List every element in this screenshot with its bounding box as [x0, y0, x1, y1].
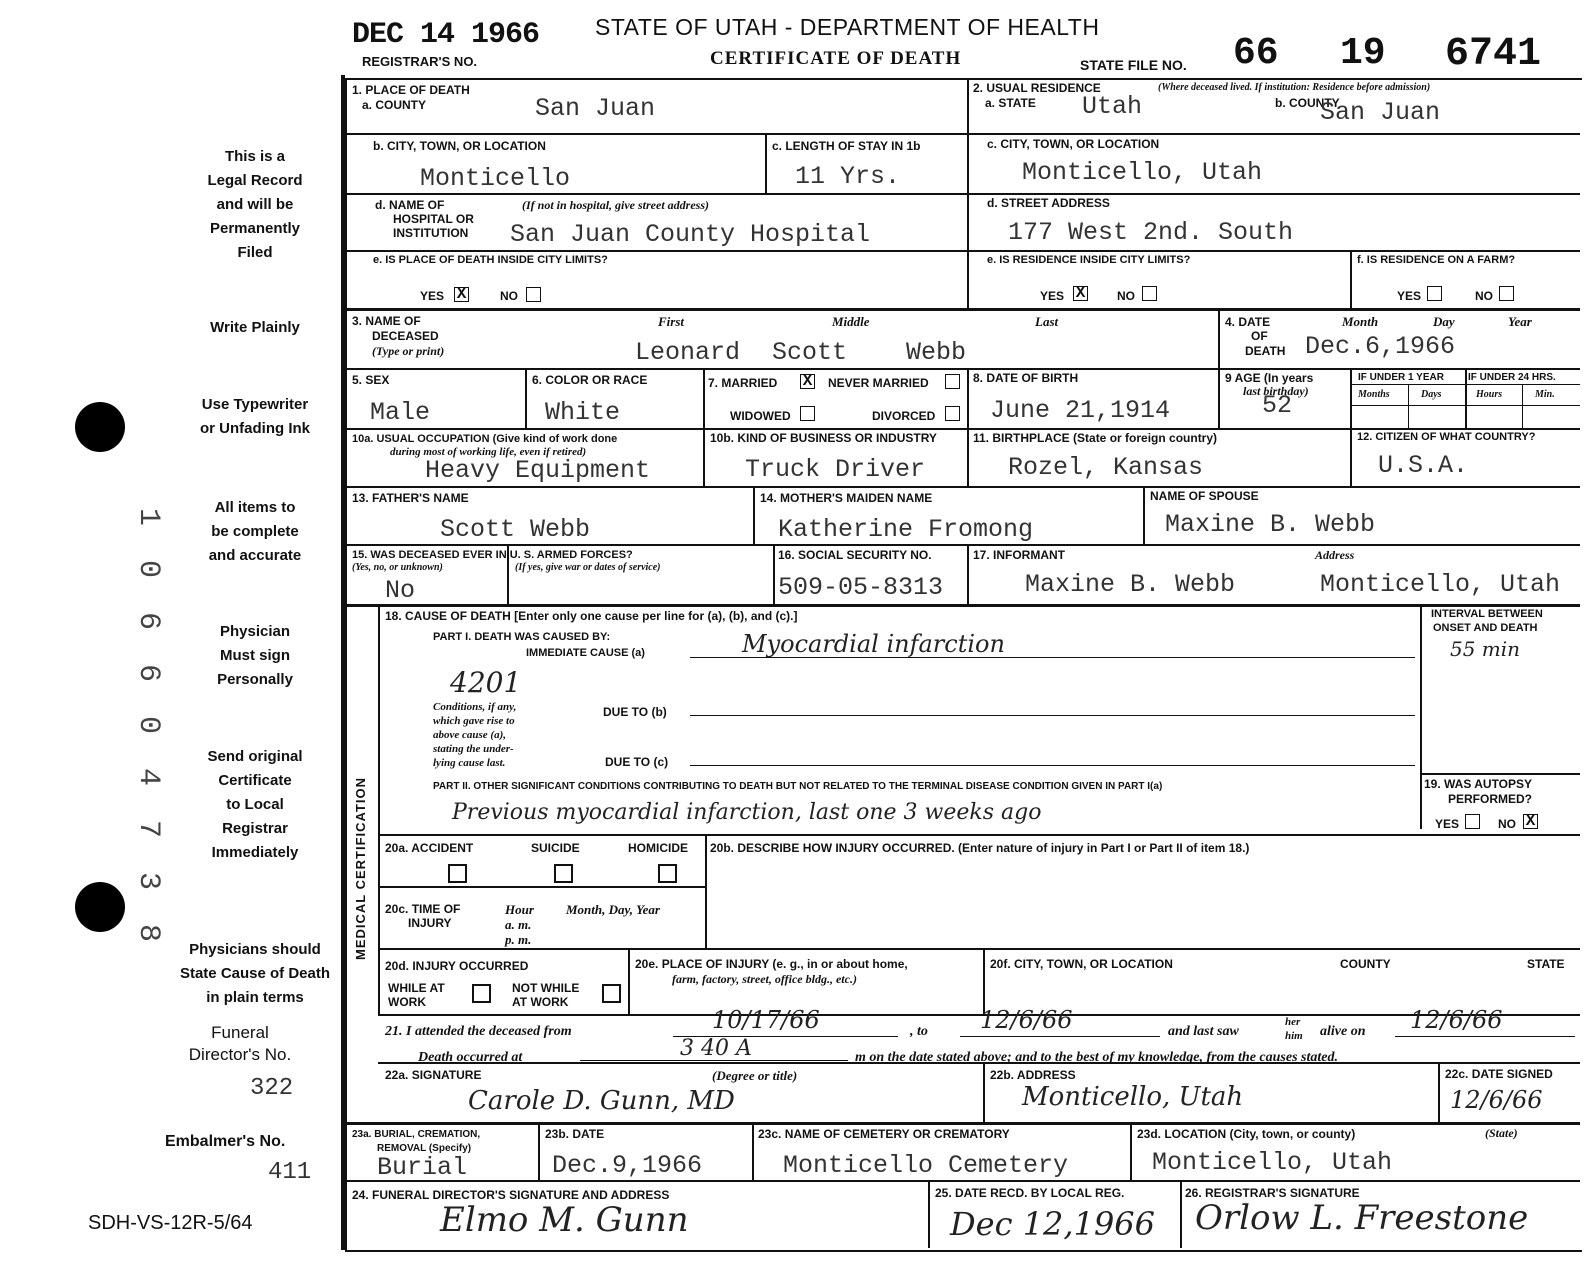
side-line: or Unfading Ink — [200, 420, 310, 437]
label-death-occurred: Death occurred at — [418, 1050, 523, 1065]
inside-city-no-checkbox[interactable] — [526, 287, 541, 302]
side-line: All items to — [214, 499, 296, 516]
birthplace-value: Rozel, Kansas — [1008, 453, 1204, 482]
divider — [378, 604, 380, 1014]
label-part-2: PART II. OTHER SIGNIFICANT CONDITIONS CONTRIBUTING TO DEATH BUT NOT RELATED TO THE TERMINAL DISEASE CONDITION GIVEN IN PART I(a) — [433, 781, 1163, 792]
label-mother: 14. MOTHER'S MAIDEN NAME — [760, 491, 933, 505]
label-under-1-year: IF UNDER 1 YEAR — [1358, 372, 1444, 383]
label-under-24-hrs: IF UNDER 24 HRS. — [1468, 372, 1556, 383]
divider — [705, 834, 707, 948]
label-usual-residence: 2. USUAL RESIDENCE — [973, 81, 1101, 95]
label-hospital-1: d. NAME OF — [375, 198, 445, 212]
side-line: Funeral — [211, 1023, 269, 1042]
funeral-director-label — [150, 1022, 330, 1066]
divider — [967, 133, 1580, 135]
label-time-of-injury-2: INJURY — [408, 916, 452, 930]
divider — [703, 368, 705, 428]
accident-checkbox[interactable] — [448, 864, 467, 883]
certificate-title: CERTIFICATE OF DEATH — [710, 48, 962, 69]
death-city-value: Monticello — [420, 164, 571, 193]
divider — [345, 368, 1580, 370]
hospital-value: San Juan County Hospital — [510, 220, 871, 249]
interval-value: 55 min — [1450, 637, 1521, 661]
label-occurred-rest: m on the date stated above; and to the best of my knowledge, from the causes stated. — [855, 1050, 1338, 1065]
divider — [378, 948, 1580, 950]
label-year: Year — [1508, 314, 1532, 329]
business-value: Truck Driver — [745, 455, 926, 484]
disposition-value: Burial — [377, 1153, 468, 1182]
armed-forces-value: No — [385, 576, 416, 605]
label-widowed: WIDOWED — [730, 409, 791, 423]
ssn-value: 509-05-8313 — [778, 573, 944, 602]
divider — [378, 886, 705, 888]
divider — [345, 193, 1580, 195]
divider — [1420, 773, 1580, 775]
divider — [525, 368, 527, 428]
label-name-deceased-3: (Type or print) — [372, 344, 445, 358]
divider — [967, 544, 969, 604]
funeral-director-signature: Elmo M. Gunn — [440, 1200, 689, 1240]
label-dob: 8. DATE OF BIRTH — [973, 371, 1079, 385]
divider — [1350, 405, 1580, 406]
divider — [345, 486, 1580, 488]
label-res-city: c. CITY, TOWN, OR LOCATION — [987, 137, 1160, 151]
state-file-number-1: 66 — [1233, 32, 1279, 75]
label-father: 13. FATHER'S NAME — [352, 491, 469, 505]
label-citizen: 12. CITIZEN OF WHAT COUNTRY? — [1357, 431, 1536, 443]
condition-line: lying cause last. — [433, 757, 506, 769]
label-hospital-3: INSTITUTION — [393, 226, 469, 240]
label-interval-1: INTERVAL BETWEEN — [1431, 608, 1543, 620]
medical-certification-label: MEDICAL CERTIFICATION — [353, 776, 368, 960]
divider — [1420, 604, 1422, 829]
label-while-at: WHILE AT — [388, 981, 445, 995]
side-line: Physician — [219, 623, 291, 640]
label-signature: 22a. SIGNATURE — [385, 1068, 482, 1082]
label-length-of-stay: c. LENGTH OF STAY IN 1b — [772, 139, 921, 153]
side-line: Personally — [217, 671, 293, 688]
vertical-stamp-number: 1 0 6 6 0 4 7 3 8 — [131, 508, 165, 951]
side-line: in plain terms — [206, 989, 304, 1006]
side-line: be complete — [211, 523, 299, 540]
divider — [1218, 368, 1220, 428]
divider — [983, 1062, 985, 1122]
label-occupation-2: during most of working life, even if retired) — [390, 446, 587, 458]
label-injury-city: 20f. CITY, TOWN, OR LOCATION — [990, 957, 1173, 971]
mother-value: Katherine Fromong — [778, 515, 1034, 544]
widowed-checkbox[interactable] — [800, 406, 815, 421]
label-spouse: NAME OF SPOUSE — [1150, 489, 1259, 503]
label-describe-injury: 20b. DESCRIBE HOW INJURY OCCURRED. (Enter nature of injury in Part I or Part II of item 18.) — [710, 841, 1250, 855]
funeral-director-number: 322 — [250, 1075, 294, 1102]
label-due-to-b: DUE TO (b) — [603, 705, 667, 719]
label-name-deceased-2: DECEASED — [372, 329, 439, 343]
divider — [628, 948, 630, 1014]
name-first-value: Leonard — [635, 338, 741, 367]
line — [690, 765, 1415, 766]
label-county: a. COUNTY — [362, 98, 427, 112]
side-line: Director's No. — [188, 1045, 292, 1064]
label-yes: YES — [1435, 817, 1460, 831]
label-place-of-injury-2: farm, factory, street, office bldg., etc.) — [672, 972, 857, 986]
embalmer-number: 411 — [268, 1159, 312, 1186]
date-of-death-value: Dec.6,1966 — [1305, 332, 1456, 361]
divider — [378, 834, 1580, 836]
label-yes: YES — [1040, 289, 1065, 303]
line — [1395, 1036, 1575, 1037]
punch-hole-bottom — [75, 882, 125, 932]
race-value: White — [545, 398, 621, 427]
label-birthplace: 11. BIRTHPLACE (State or foreign country) — [973, 431, 1218, 445]
physician-signature: Carole D. Gunn, MD — [468, 1086, 735, 1116]
condition-line: which gave rise to — [433, 715, 515, 727]
label-res-inside-city: e. IS RESIDENCE INSIDE CITY LIMITS? — [987, 254, 1191, 266]
divider — [1143, 486, 1145, 544]
cemetery-value: Monticello Cemetery — [783, 1151, 1069, 1180]
label-date-of-death-2: OF — [1251, 329, 1268, 343]
label-injury-state: STATE — [1527, 957, 1565, 971]
side-line: Filed — [237, 244, 273, 261]
state-file-label: STATE FILE NO. — [1080, 57, 1187, 73]
divider — [752, 1122, 754, 1180]
divider — [378, 1014, 1580, 1016]
label-injury-county: COUNTY — [1340, 957, 1391, 971]
label-residence-note: (Where deceased lived. If institution: Residence before admission) — [1158, 82, 1431, 93]
immediate-cause-value: Myocardial infarction — [742, 630, 1005, 658]
label-him: him — [1285, 1030, 1303, 1042]
divider — [538, 1122, 540, 1180]
farm-no-checkbox[interactable] — [1499, 286, 1514, 301]
residence-state-value: Utah — [1082, 92, 1143, 121]
label-res-state: a. STATE — [985, 96, 1036, 110]
label-yes: YES — [420, 289, 445, 303]
label-informant: 17. INFORMANT — [973, 548, 1066, 562]
state-file-number-3: 6741 — [1445, 32, 1542, 77]
label-to: , to — [910, 1024, 928, 1039]
label-age-2: last birthday) — [1243, 384, 1309, 398]
date-received-value: Dec 12,1966 — [950, 1205, 1156, 1243]
label-homicide: HOMICIDE — [628, 841, 688, 855]
suicide-checkbox[interactable] — [554, 864, 573, 883]
side-line: Immediately — [211, 844, 299, 861]
received-date-stamp: DEC 14 1966 — [352, 18, 540, 52]
label-never-married: NEVER MARRIED — [828, 376, 929, 390]
label-autopsy-1: 19. WAS AUTOPSY — [1424, 777, 1533, 791]
label-middle: Middle — [832, 314, 870, 329]
signer-address-value: Monticello, Utah — [1022, 1082, 1244, 1112]
side-line: Use Typewriter — [201, 396, 309, 413]
label-sex: 5. SEX — [352, 373, 390, 387]
residence-county-value: San Juan — [1320, 98, 1441, 127]
divider — [345, 133, 967, 135]
side-line: Certificate — [218, 772, 292, 789]
divider — [703, 428, 705, 486]
label-work: WORK — [388, 995, 426, 1009]
death-county-value: San Juan — [535, 94, 656, 123]
side-line: to Local — [226, 796, 284, 813]
part-2-value: Previous myocardial infarction, last one 3 weeks ago — [452, 800, 1042, 825]
label-cause-of-death: 18. CAUSE OF DEATH [Enter only one cause per line for (a), (b), and (c).] — [385, 609, 798, 623]
punch-hole-top — [75, 402, 125, 452]
attended-to-value: 12/6/66 — [980, 1006, 1073, 1034]
label-inside-city: e. IS PLACE OF DEATH INSIDE CITY LIMITS? — [373, 254, 608, 266]
homicide-checkbox[interactable] — [658, 864, 677, 883]
label-informant-address: Address — [1315, 548, 1355, 562]
name-last-value: Webb — [906, 338, 967, 367]
sex-value: Male — [370, 398, 431, 427]
label-min: Min. — [1535, 389, 1555, 400]
divider — [1350, 428, 1352, 486]
attended-from-value: 10/17/66 — [712, 1006, 820, 1034]
inside-city-yes-checkbox[interactable]: X — [454, 287, 469, 302]
label-date-received: 25. DATE RECD. BY LOCAL REG. — [935, 1186, 1125, 1200]
burial-date-value: Dec.9,1966 — [552, 1151, 703, 1180]
label-business: 10b. KIND OF BUSINESS OR INDUSTRY — [710, 431, 937, 445]
label-conditions — [433, 700, 516, 770]
res-inside-no-checkbox[interactable] — [1142, 286, 1157, 301]
label-first: First — [658, 314, 685, 329]
label-burial-1: 23a. BURIAL, CREMATION, — [352, 1129, 481, 1140]
label-street: d. STREET ADDRESS — [987, 196, 1110, 210]
side-line: and accurate — [208, 547, 302, 564]
label-attended: 21. I attended the deceased from — [385, 1024, 572, 1039]
divider — [1350, 384, 1580, 385]
label-days: Days — [1421, 389, 1442, 400]
registrar-no-label: REGISTRAR'S NO. — [362, 54, 478, 69]
label-hour: Hour — [505, 902, 534, 917]
side-line: and will be — [216, 196, 294, 213]
label-registrar-signature: 26. REGISTRAR'S SIGNATURE — [1185, 1186, 1360, 1200]
label-hospital-note: (If not in hospital, give street address) — [522, 198, 710, 212]
label-armed-forces-a: (Yes, no, or unknown) — [352, 562, 443, 573]
dob-value: June 21,1914 — [990, 396, 1171, 425]
occupation-value: Heavy Equipment — [425, 456, 651, 485]
divider — [1180, 1180, 1182, 1248]
spouse-value: Maxine B. Webb — [1165, 510, 1376, 539]
embalmer-label: Embalmer's No. — [165, 1133, 286, 1150]
label-date-signed: 22c. DATE SIGNED — [1445, 1067, 1553, 1081]
label-injury-occurred: 20d. INJURY OCCURRED — [385, 959, 529, 973]
label-day: Day — [1433, 314, 1455, 329]
label-city: b. CITY, TOWN, OR LOCATION — [373, 139, 546, 153]
length-of-stay-value: 11 Yrs. — [795, 162, 901, 191]
father-value: Scott Webb — [440, 515, 591, 544]
side-line: Registrar — [222, 820, 288, 837]
label-cemetery: 23c. NAME OF CEMETERY OR CREMATORY — [758, 1127, 1010, 1141]
divider — [773, 544, 775, 604]
divider — [928, 1180, 930, 1248]
label-burial-date: 23b. DATE — [545, 1127, 605, 1141]
never-married-checkbox[interactable] — [945, 374, 960, 389]
condition-line: above cause (a), — [433, 729, 507, 741]
label-location-state: (State) — [1485, 1126, 1518, 1140]
label-date-of-death-3: DEATH — [1245, 344, 1286, 358]
label-hours: Hours — [1476, 389, 1503, 400]
married-checkbox[interactable]: X — [800, 374, 815, 389]
divorced-checkbox[interactable] — [945, 406, 960, 421]
label-no: NO — [1498, 817, 1516, 831]
label-pm: p. m. — [505, 932, 532, 947]
label-funeral-director: 24. FUNERAL DIRECTOR'S SIGNATURE AND ADDRESS — [352, 1188, 670, 1202]
divider — [345, 544, 1580, 546]
divider — [1408, 384, 1409, 428]
divider — [967, 428, 969, 486]
label-alive-on: alive on — [1320, 1024, 1366, 1039]
label-yes: YES — [1397, 289, 1422, 303]
divider — [1465, 368, 1467, 428]
street-address-value: 177 West 2nd. South — [1008, 218, 1294, 247]
divider — [345, 1180, 1580, 1182]
autopsy-no-checkbox[interactable]: X — [1523, 814, 1538, 829]
side-line: State Cause of Death — [179, 965, 331, 982]
label-divorced: DIVORCED — [872, 409, 936, 423]
divider — [1218, 308, 1220, 368]
label-hospital-2: HOSPITAL OR — [393, 212, 474, 226]
divider — [1350, 250, 1352, 308]
label-date-of-death-1: 4. DATE — [1225, 315, 1271, 329]
state-file-number-2: 19 — [1340, 32, 1386, 75]
label-autopsy-2: PERFORMED? — [1448, 792, 1532, 806]
divider — [983, 948, 985, 1014]
write-plainly-note: Write Plainly — [210, 319, 300, 336]
label-suicide: SUICIDE — [531, 841, 580, 855]
informant-value: Maxine B. Webb — [1025, 570, 1236, 599]
label-immediate-cause: IMMEDIATE CAUSE (a) — [526, 647, 645, 659]
name-middle-value: Scott — [772, 338, 848, 367]
label-no: NO — [1117, 289, 1135, 303]
disease-code-value: 4201 — [450, 666, 522, 699]
divider — [765, 133, 767, 193]
label-accident: 20a. ACCIDENT — [385, 841, 474, 855]
form-code: SDH-VS-12R-5/64 — [88, 1212, 253, 1234]
label-time-of-injury-1: 20c. TIME OF — [385, 902, 461, 916]
line — [960, 1036, 1160, 1037]
label-armed-forces: 15. WAS DECEASED EVER IN U. S. ARMED FORCES? — [352, 549, 633, 561]
label-month: Month — [1342, 314, 1379, 329]
divider — [1438, 1062, 1440, 1122]
label-place-of-death: 1. PLACE OF DEATH — [352, 83, 470, 97]
side-line: Must sign — [220, 647, 290, 664]
label-ssn: 16. SOCIAL SECURITY NO. — [778, 548, 932, 562]
label-farm: f. IS RESIDENCE ON A FARM? — [1357, 254, 1516, 266]
label-no: NO — [1475, 289, 1493, 303]
side-line: Legal Record — [207, 172, 303, 189]
divider — [345, 604, 1580, 607]
condition-line: stating the under- — [433, 743, 514, 755]
divider — [345, 428, 1580, 430]
res-inside-yes-checkbox[interactable]: X — [1073, 286, 1088, 301]
label-not-while: NOT WHILE — [512, 981, 580, 995]
label-month-day-year: Month, Day, Year — [566, 902, 660, 917]
label-armed-forces-b: (If yes, give war or dates of service) — [515, 562, 661, 573]
divider — [345, 308, 1580, 311]
while-at-work-checkbox[interactable] — [472, 984, 491, 1003]
label-no: NO — [500, 289, 518, 303]
age-value: 52 — [1262, 391, 1293, 420]
divider — [345, 1122, 1580, 1125]
label-res-county: b. COUNTY — [1275, 96, 1340, 110]
divider — [967, 368, 969, 428]
informant-address-value: Monticello, Utah — [1320, 570, 1561, 599]
divider — [1130, 1122, 1132, 1180]
autopsy-yes-checkbox[interactable] — [1465, 814, 1480, 829]
divider — [1522, 384, 1523, 428]
residence-city-value: Monticello, Utah — [1022, 158, 1263, 187]
citizen-value: U.S.A. — [1378, 451, 1469, 480]
side-line: Send original — [207, 748, 303, 765]
label-signer-address: 22b. ADDRESS — [990, 1068, 1076, 1082]
label-her: her — [1285, 1016, 1301, 1028]
label-name-deceased-1: 3. NAME OF — [352, 314, 421, 328]
side-line: Physicians should — [189, 941, 321, 958]
occurred-at-value: 3 40 A — [680, 1036, 752, 1061]
date-signed-value: 12/6/66 — [1450, 1086, 1543, 1114]
divider — [753, 486, 755, 544]
label-last-saw: and last saw — [1168, 1024, 1239, 1039]
divider — [345, 250, 1580, 252]
label-months: Months — [1358, 389, 1390, 400]
line — [690, 715, 1415, 716]
label-degree: (Degree or title) — [712, 1068, 798, 1083]
label-married: 7. MARRIED — [708, 376, 778, 390]
label-occupation: 10a. USUAL OCCUPATION (Give kind of work done — [352, 433, 618, 445]
label-age-1: 9 AGE (In years — [1225, 371, 1314, 385]
label-burial-2: REMOVAL (Specify) — [377, 1143, 472, 1154]
side-line: Permanently — [209, 220, 301, 237]
location-value: Monticello, Utah — [1152, 1148, 1393, 1177]
farm-yes-checkbox[interactable] — [1427, 286, 1442, 301]
last-saw-value: 12/6/66 — [1410, 1006, 1503, 1034]
label-race: 6. COLOR OR RACE — [532, 373, 648, 387]
label-at-work: AT WORK — [512, 995, 569, 1009]
label-location: 23d. LOCATION (City, town, or county) — [1137, 1127, 1356, 1141]
label-due-to-c: DUE TO (c) — [605, 755, 669, 769]
label-place-of-injury: 20e. PLACE OF INJURY (e. g., in or about home, — [635, 957, 908, 971]
divider — [1350, 368, 1352, 428]
side-line: This is a — [224, 148, 286, 165]
not-at-work-checkbox[interactable] — [602, 984, 621, 1003]
label-last: Last — [1035, 314, 1059, 329]
condition-line: Conditions, if any, — [433, 701, 517, 713]
department-title: STATE OF UTAH - DEPARTMENT OF HEALTH — [595, 14, 1100, 40]
label-am: a. m. — [505, 917, 532, 932]
label-part-1: PART I. DEATH WAS CAUSED BY: — [433, 631, 611, 643]
label-interval-2: ONSET AND DEATH — [1433, 622, 1538, 634]
registrar-signature: Orlow L. Freestone — [1195, 1198, 1529, 1238]
